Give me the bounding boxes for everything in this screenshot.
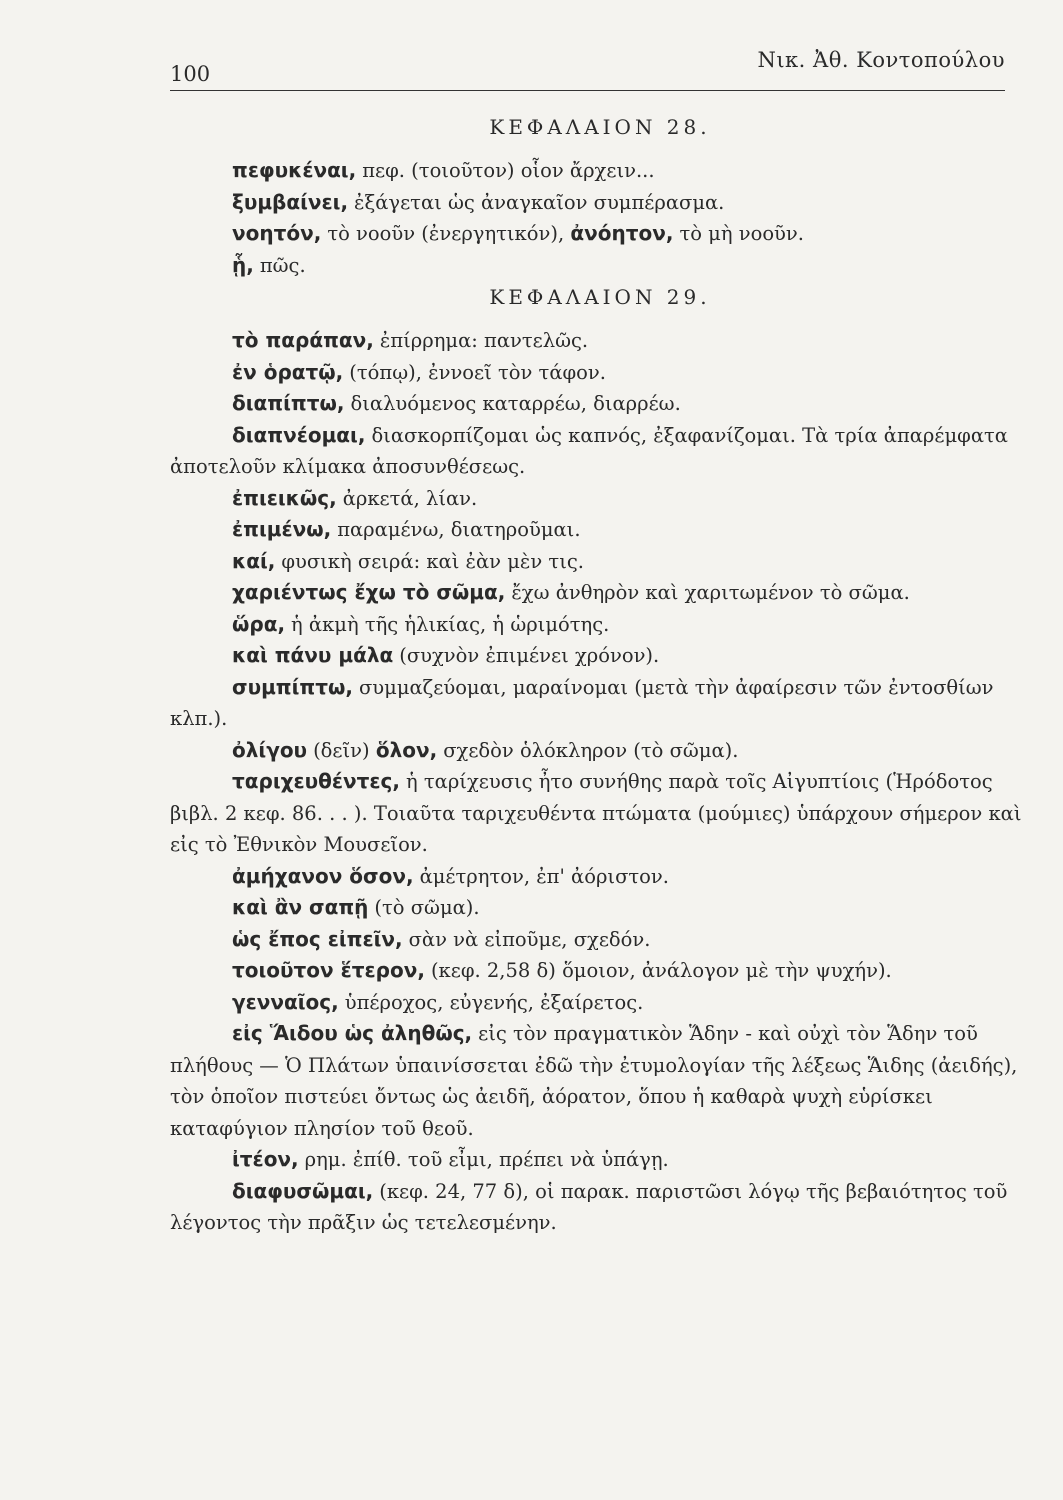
entry-lemma: ὅλον,: [375, 737, 438, 762]
glossary-entry: [170, 1144, 1030, 1176]
entry-lemma: ἐν ὁρατῷ,: [232, 359, 344, 384]
chapter-heading: ΚΕΦΑΛΑΙΟΝ 29.: [489, 285, 711, 309]
entry-lemma: ἀμήχανον ὅσον,: [232, 863, 414, 888]
entry-lemma: ὥρα,: [232, 611, 286, 636]
entry-lemma: νοητόν,: [232, 221, 322, 245]
glossary-entry: [170, 609, 1030, 641]
entry-gloss: ἔχω ἀνθηρὸν καὶ χαριτωμένον τὸ σῶμα.: [511, 581, 910, 604]
entry-gloss: ἐπίρρημα: παντελῶς.: [379, 329, 589, 352]
glossary-entry: [170, 892, 1030, 924]
entry-gloss: ἡ ἀκμὴ τῆς ἡλικίας, ἡ ὡριμότης.: [291, 612, 610, 636]
entry-lemma: γενναῖος,: [232, 989, 339, 1014]
glossary-entry: [170, 987, 1030, 1019]
glossary-entry: [170, 388, 1030, 420]
running-head: Νικ. Ἀθ. Κοντοπούλου: [757, 48, 1005, 72]
glossary-entry: [170, 924, 1030, 956]
entry-lemma: διαπνέομαι,: [232, 422, 366, 447]
entry-lemma: τὸ παράπαν,: [232, 328, 374, 352]
glossary-entry: [170, 766, 1030, 861]
entry-lemma: καί,: [232, 548, 276, 573]
entry-lemma: ἀνόητον,: [570, 221, 674, 245]
entry-lemma: χαριέντως ἔχω τὸ σῶμα,: [232, 580, 506, 604]
entry-gloss: (τόπῳ), ἐννοεῖ τὸν τάφον.: [349, 360, 606, 384]
entry-gloss: διασκορπίζομαι ὡς καπνός, ἐξαφανίζομαι. Τὰ τρία ἀπαρέμφατα ἀποτελοῦν κλίμακα ἀποσυνθέσεως.: [170, 423, 1008, 478]
entry-lemma: συμπίπτω,: [232, 674, 353, 699]
glossary-entry: [170, 218, 1030, 250]
entry-lemma: ᾗ,: [232, 252, 254, 277]
entry-gloss: ἀμέτρητον, ἐπ' ἀόριστον.: [419, 864, 669, 888]
glossary-entry: [170, 577, 1030, 609]
entry-gloss: (συχνὸν ἐπιμένει χρόνον).: [399, 644, 660, 667]
entry-gloss: τὸ νοοῦν (ἐνεργητικόν),: [327, 222, 565, 245]
glossary-entry: [170, 672, 1030, 735]
glossary-entry: [170, 640, 1030, 672]
entry-lemma: καὶ ἂν σαπῇ: [232, 895, 369, 919]
entry-lemma: διαφυσῶμαι,: [232, 1178, 374, 1203]
entry-gloss: ἡ ταρίχευσις ἦτο συνήθης παρὰ τοῖς Αἰγυπτίοις (Ἡρόδοτος βιβλ. 2 κεφ. 86. . . ). Τοιαῦτα ταριχευθέντα πτώματα (μούμιες) ὑπάρχουν σήμερον καὶ εἰς τὸ Ἐθνικὸν Μουσεῖον.: [170, 770, 1022, 856]
header-rule: [170, 90, 1005, 91]
entry-gloss: (δεῖν): [313, 738, 370, 762]
entry-gloss: (κεφ. 24, 77 δ), οἱ παρακ. παριστῶσι λόγῳ τῆς βεβαιότητος τοῦ λέγοντος τὴν πρᾶξιν ὡς τετελεσμένην.: [170, 1179, 1008, 1234]
entry-lemma: ξυμβαίνει,: [232, 189, 349, 214]
entry-gloss: ρημ. ἐπίθ. τοῦ εἶμι, πρέπει νὰ ὑπάγῃ.: [304, 1148, 669, 1171]
entry-gloss: φυσικὴ σειρά: καὶ ἐὰν μὲν τις.: [281, 549, 584, 573]
entry-lemma: πεφυκέναι,: [232, 158, 357, 182]
entry-gloss: πεφ. (τοιοῦτον) οἷον ἄρχειν...: [362, 159, 655, 182]
entry-lemma: ἐπιμένω,: [232, 517, 332, 541]
page-number: 100: [170, 62, 211, 86]
entry-gloss: παραμένω, διατηροῦμαι.: [337, 518, 581, 541]
entry-gloss: σχεδὸν ὁλόκληρον (τὸ σῶμα).: [443, 738, 739, 762]
glossary-entry: [170, 1176, 1030, 1239]
glossary-entry: [170, 955, 1030, 987]
entry-lemma: ὀλίγου: [232, 737, 308, 762]
glossary-entry: [170, 1018, 1030, 1144]
glossary-entry: [170, 861, 1030, 893]
entry-lemma: διαπίπτω,: [232, 391, 345, 415]
chapter-heading: ΚΕΦΑΛΑΙΟΝ 28.: [489, 115, 711, 139]
entry-lemma: ἰτέον,: [232, 1147, 299, 1171]
entry-lemma: ὡς ἔπος εἰπεῖν,: [232, 926, 403, 951]
entry-gloss: (τὸ σῶμα).: [374, 896, 480, 919]
glossary-entry: [170, 420, 1030, 483]
glossary-entry: [170, 483, 1030, 515]
entry-gloss: τὸ μὴ νοοῦν.: [679, 222, 804, 245]
entry-lemma: τοιοῦτον ἕτερον,: [232, 958, 425, 982]
entry-gloss: ἀρκετά, λίαν.: [342, 486, 478, 510]
entry-lemma: ἐπιεικῶς,: [232, 485, 337, 510]
entry-gloss: πῶς.: [259, 253, 306, 277]
glossary-entry: [170, 514, 1030, 546]
glossary-entry: [170, 357, 1030, 389]
glossary-entry: [170, 735, 1030, 767]
entry-lemma: καὶ πάνυ μάλα: [232, 643, 394, 667]
page-body: [170, 115, 1030, 1239]
entry-gloss: συμμαζεύομαι, μαραίνομαι (μετὰ τὴν ἀφαίρεσιν τῶν ἐντοσθίων κλπ.).: [170, 675, 994, 730]
glossary-entry: [170, 250, 1030, 282]
glossary-entry: [170, 546, 1030, 578]
entry-gloss: σὰν νὰ εἰποῦμε, σχεδόν.: [408, 927, 651, 951]
entry-lemma: εἰς Ἅιδου ὡς ἀληθῶς,: [232, 1021, 473, 1045]
glossary-entry: [170, 155, 1030, 187]
page-header: [170, 44, 1005, 94]
entry-gloss: διαλυόμενος καταρρέω, διαρρέω.: [350, 392, 681, 415]
glossary-entry: [170, 325, 1030, 357]
entry-lemma: ταριχευθέντες,: [232, 769, 400, 793]
entry-gloss: ἐξάγεται ὡς ἀναγκαῖον συμπέρασμα.: [354, 190, 725, 214]
entry-gloss: ὑπέροχος, εὐγενής, ἐξαίρετος.: [344, 990, 644, 1014]
entry-gloss: (κεφ. 2,58 δ) ὅμοιον, ἀνάλογον μὲ τὴν ψυχήν).: [430, 959, 892, 982]
glossary-entry: [170, 187, 1030, 219]
entry-gloss: εἰς τὸν πραγματικὸν Ἅδην - καὶ οὐχὶ τὸν Ἅδην τοῦ πλήθους — Ὁ Πλάτων ὑπαινίσσεται ἐδῶ τὴν ἐτυμολογίαν τῆς λέξεως Ἅιδης (ἀειδής), τὸν ὁποῖον πιστεύει ὄντως ὡς ἀειδῆ, ἀόρατον, ὅπου ἡ καθαρὰ ψυχὴ εὑρίσκει καταφύγιον πλησίον τοῦ θεοῦ.: [170, 1022, 1018, 1140]
